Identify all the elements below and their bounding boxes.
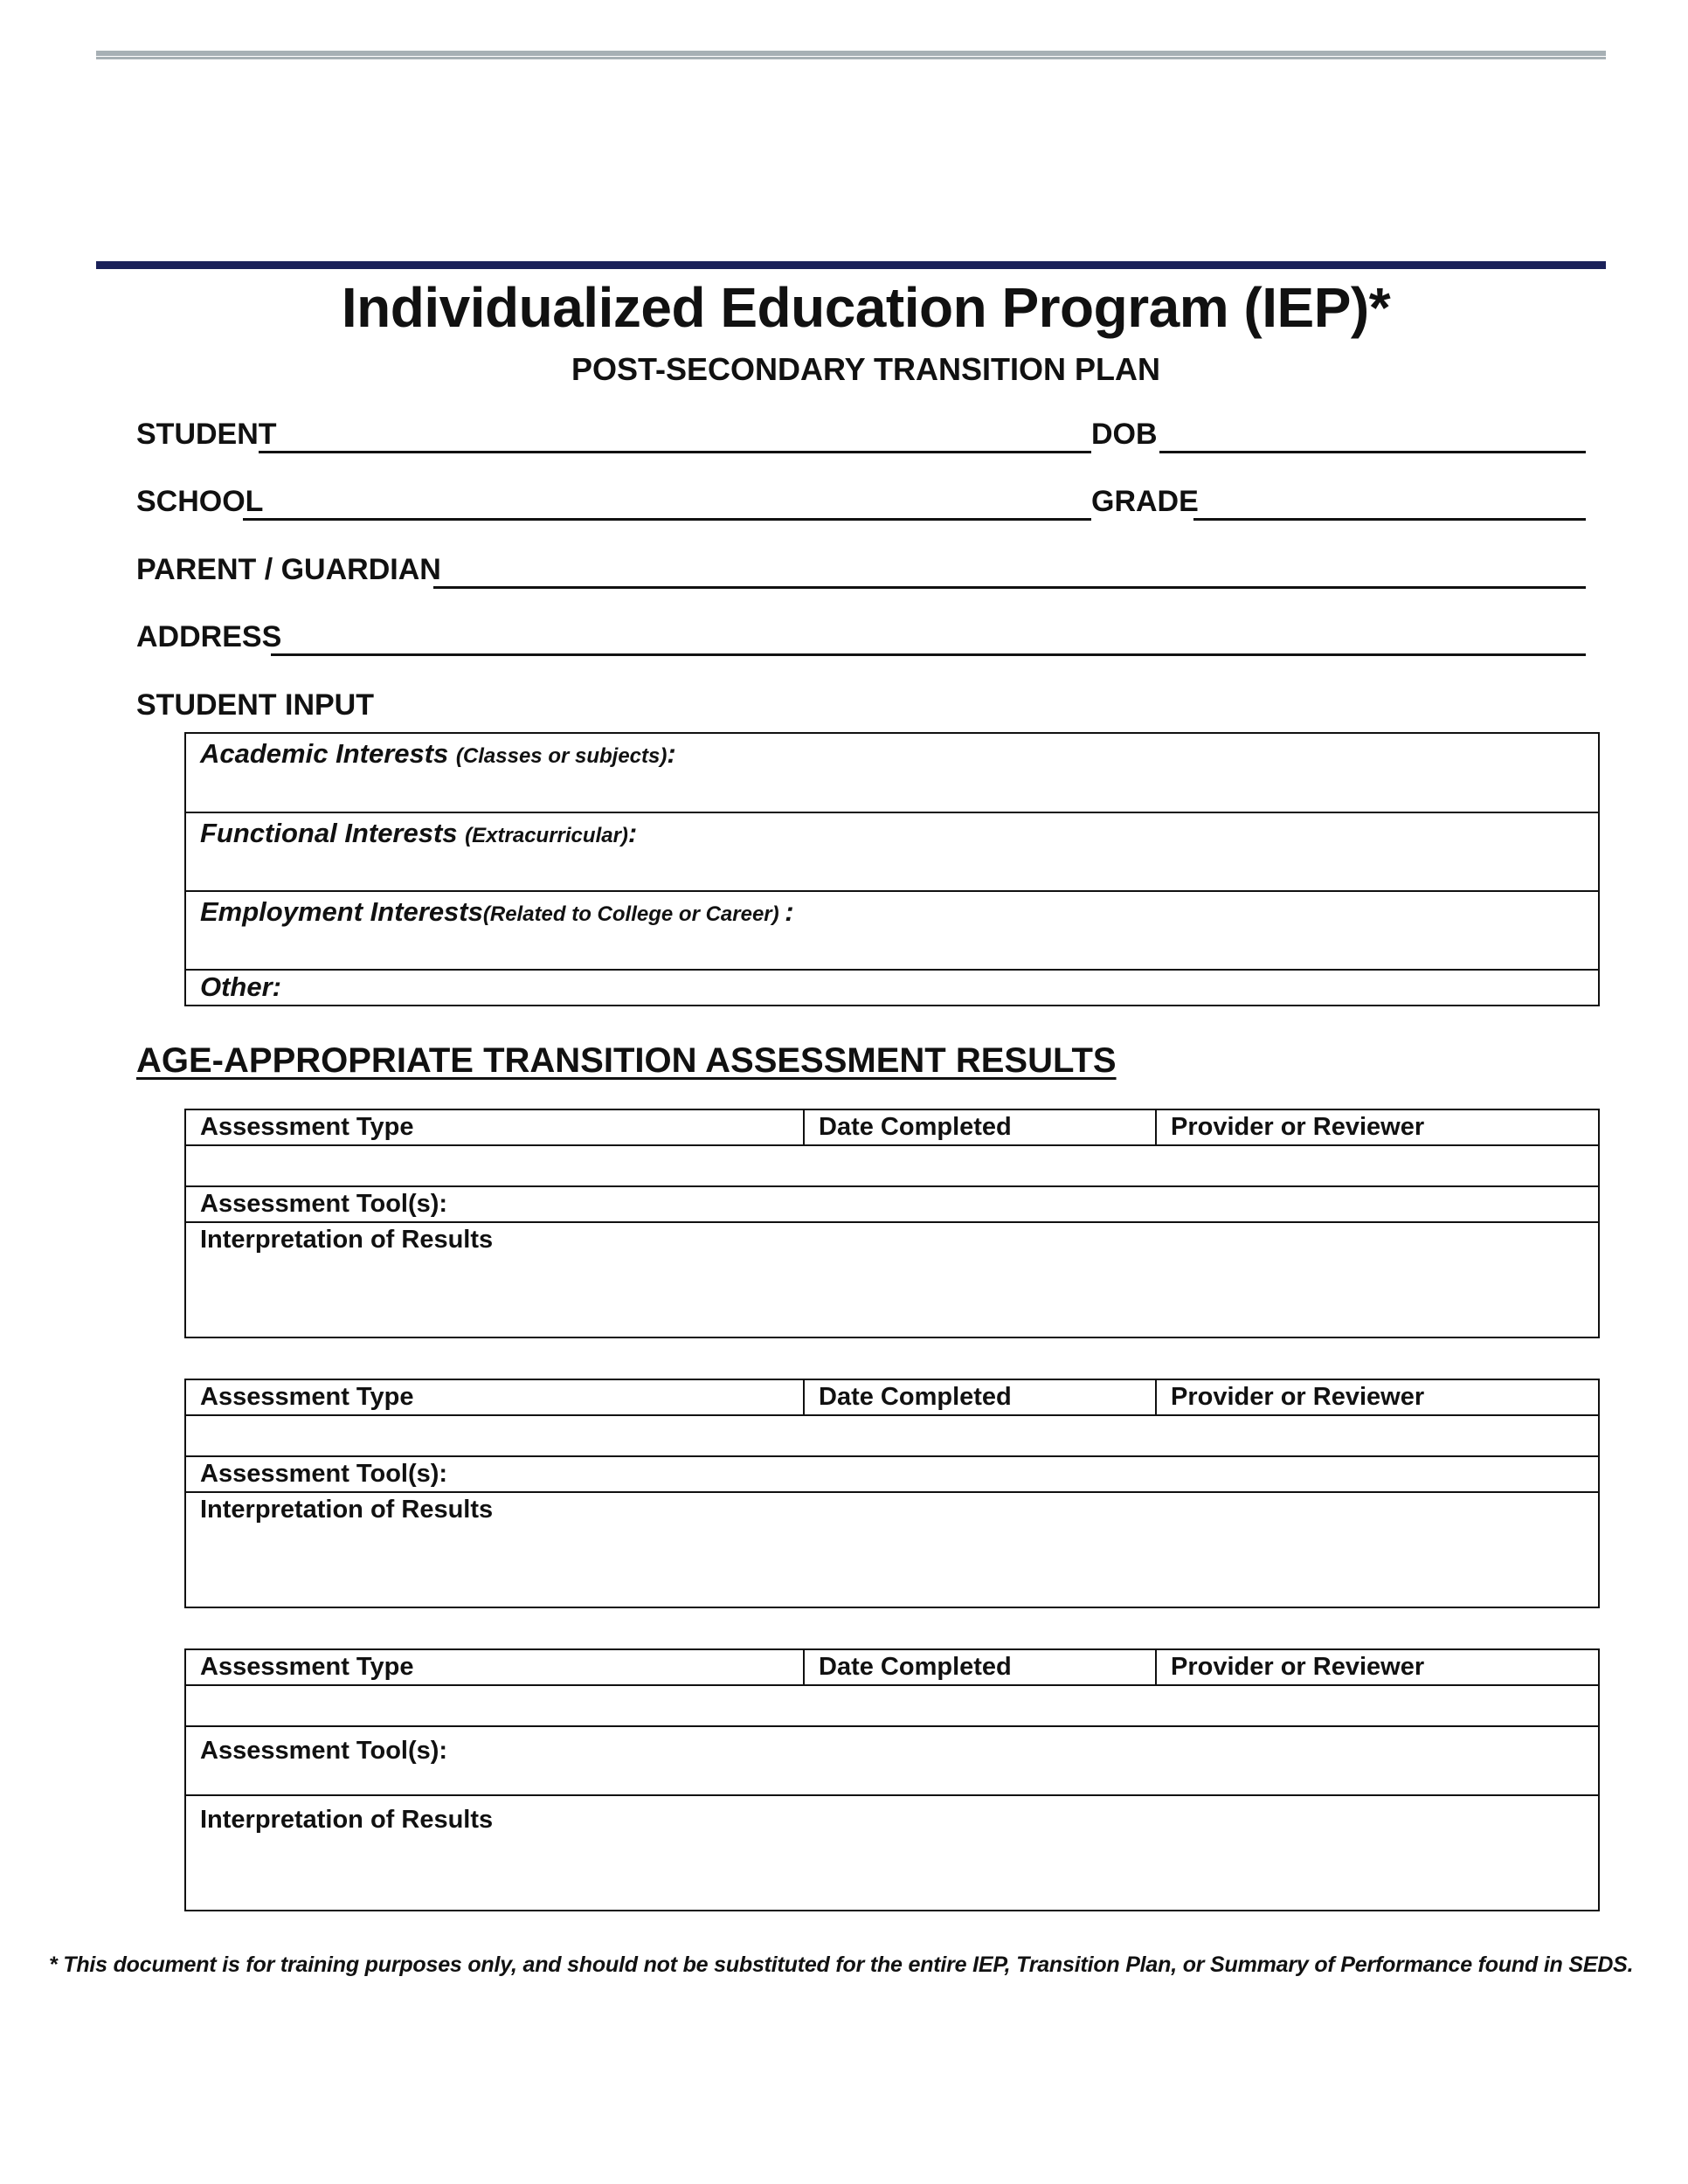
assessment-block-3 (184, 1648, 1600, 1911)
header-navy-rule (96, 261, 1606, 269)
page-subtitle: POST-SECONDARY TRANSITION PLAN (571, 351, 1161, 387)
assessment-tools-label: Assessment Tool(s): (200, 1460, 448, 1488)
assessment-heading: AGE-APPROPRIATE TRANSITION ASSESSMENT RESULTS (136, 1041, 1117, 1080)
student-dob-row (136, 414, 1587, 456)
assessment-tools-label: Assessment Tool(s): (200, 1190, 448, 1218)
provider-label: Provider or Reviewer (1171, 1653, 1425, 1681)
assessment-entry-row[interactable] (186, 1146, 1598, 1187)
interpretation-label: Interpretation of Results (200, 1806, 494, 1834)
interpretation-row[interactable] (186, 1223, 1598, 1337)
top-gray-rule (96, 51, 1606, 59)
interpretation-row[interactable] (186, 1493, 1598, 1607)
parent-guardian-field[interactable] (433, 586, 1586, 589)
parent-guardian-row (136, 549, 1587, 591)
functional-interests-row[interactable] (186, 813, 1598, 892)
student-label: STUDENT (136, 418, 277, 451)
provider-cell (1155, 1110, 1598, 1144)
assessment-type-cell (186, 1650, 803, 1684)
assessment-type-cell (186, 1110, 803, 1144)
date-completed-label: Date Completed (819, 1113, 1012, 1141)
assessment-block-1 (184, 1109, 1600, 1338)
other-interests-row[interactable] (186, 971, 1598, 1006)
dob-label: DOB (1091, 418, 1158, 451)
school-field[interactable] (243, 518, 1091, 521)
parent-guardian-label: PARENT / GUARDIAN (136, 553, 441, 586)
date-completed-cell (803, 1110, 1155, 1144)
school-label: SCHOOL (136, 485, 264, 518)
date-completed-cell (803, 1380, 1155, 1414)
assessment-header-row (186, 1110, 1598, 1146)
assessment-entry-row[interactable] (186, 1686, 1598, 1727)
assessment-type-label: Assessment Type (200, 1113, 414, 1141)
assessment-type-cell (186, 1380, 803, 1414)
address-row (136, 617, 1587, 659)
assessment-type-label: Assessment Type (200, 1383, 414, 1411)
assessment-tools-row[interactable] (186, 1727, 1598, 1796)
provider-label: Provider or Reviewer (1171, 1113, 1425, 1141)
employment-interests-label: Employment Interests(Related to College or Career) : (200, 896, 794, 927)
date-completed-label: Date Completed (819, 1653, 1012, 1681)
provider-label: Provider or Reviewer (1171, 1383, 1425, 1411)
assessment-tools-label: Assessment Tool(s): (200, 1737, 448, 1765)
date-completed-label: Date Completed (819, 1383, 1012, 1411)
interpretation-label: Interpretation of Results (200, 1496, 494, 1524)
assessment-type-label: Assessment Type (200, 1653, 414, 1681)
assessment-header-row (186, 1650, 1598, 1686)
training-disclaimer-footnote: * This document is for training purposes only, and should not be substituted for the entire IEP, Transition Plan, or Summary of Performance found in SEDS. (49, 1952, 1634, 1977)
assessment-tools-row[interactable] (186, 1187, 1598, 1223)
school-grade-row (136, 481, 1587, 523)
grade-label: GRADE (1091, 485, 1199, 518)
student-input-table (184, 732, 1600, 1006)
assessment-tools-row[interactable] (186, 1457, 1598, 1493)
student-field[interactable] (259, 451, 1091, 453)
functional-interests-label: Functional Interests (Extracurricular): (200, 818, 638, 848)
interpretation-label: Interpretation of Results (200, 1226, 494, 1254)
assessment-entry-row[interactable] (186, 1416, 1598, 1457)
grade-field[interactable] (1193, 518, 1586, 521)
assessment-header-row (186, 1380, 1598, 1416)
academic-interests-row[interactable] (186, 734, 1598, 813)
provider-cell (1155, 1380, 1598, 1414)
academic-interests-label: Academic Interests (Classes or subjects): (200, 738, 676, 769)
employment-interests-row[interactable] (186, 892, 1598, 971)
address-label: ADDRESS (136, 620, 282, 653)
other-label: Other: (200, 971, 281, 1002)
dob-field[interactable] (1159, 451, 1586, 453)
page-title: Individualized Education Program (IEP)* (341, 276, 1391, 339)
address-field[interactable] (271, 653, 1586, 656)
provider-cell (1155, 1650, 1598, 1684)
assessment-block-2 (184, 1379, 1600, 1608)
date-completed-cell (803, 1650, 1155, 1684)
student-input-label: STUDENT INPUT (136, 688, 374, 722)
interpretation-row[interactable] (186, 1796, 1598, 1910)
